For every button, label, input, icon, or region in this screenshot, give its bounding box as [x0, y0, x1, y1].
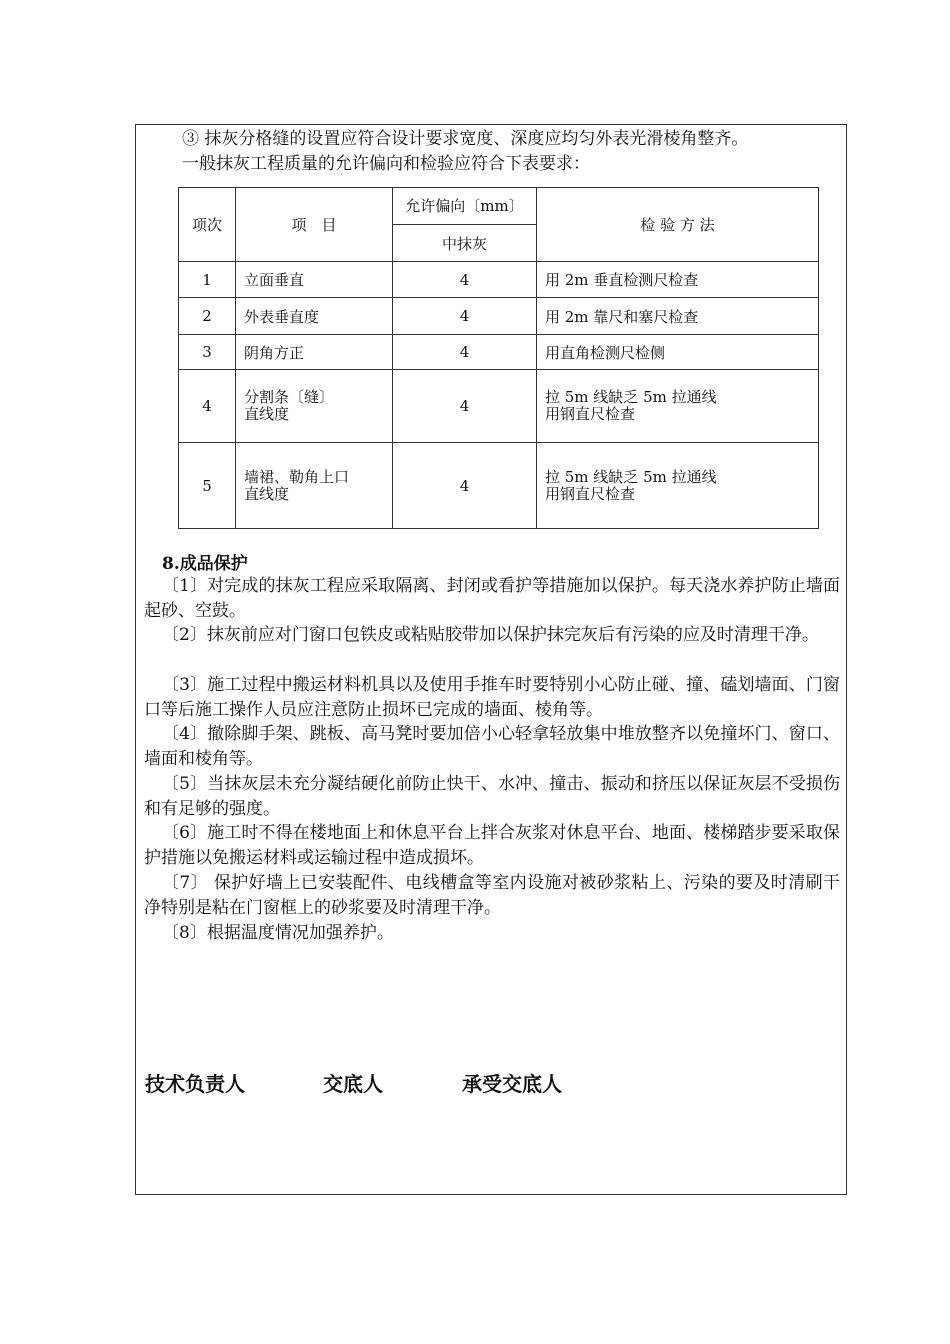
row-index: 5: [179, 443, 236, 529]
row-value: 4: [393, 262, 537, 298]
row-item-line: 阴角方正: [244, 343, 305, 362]
paragraph-5: 〔5〕当抹灰层未充分凝结硬化前防止快干、水冲、撞击、振动和挤压以保证灰层不受损伤和有足够的强度。: [144, 774, 840, 819]
row-method-line: 用钢直尺检查: [545, 484, 636, 503]
signature-presenter: 交底人: [323, 1072, 383, 1096]
row-item: [236, 335, 393, 370]
table-row: [179, 370, 819, 443]
row-index: 4: [179, 370, 236, 443]
row-method: [537, 335, 819, 370]
section-title: 8.成品保护: [162, 554, 248, 574]
row-method: [537, 443, 819, 529]
row-index: 2: [179, 298, 236, 335]
row-value: 4: [393, 298, 537, 335]
paragraph-6: 〔6〕施工时不得在楼地面上和休息平台上拌合灰浆对休息平台、地面、楼梯踏步要采取保护措施以免搬运材料或运输过程中造成损坏。: [144, 823, 840, 868]
header-method: 检 验 方 法: [537, 188, 819, 262]
row-item: [236, 262, 393, 298]
row-value: 4: [393, 443, 537, 529]
header-tolerance-sub: 中抹灰: [393, 225, 537, 262]
row-method-line: 用 2m 靠尺和塞尺检查: [545, 307, 699, 326]
row-method-line: 用钢直尺检查: [545, 405, 636, 423]
paragraph-2: 〔2〕抹灰前应对门窗口包铁皮或粘贴胶带加以保护抹完灰后有污染的应及时清理干净。: [162, 625, 819, 645]
row-method-line: 用 2m 垂直检测尺检查: [545, 271, 699, 289]
table-row: [179, 262, 819, 298]
intro-line-2: 一般抹灰工程质量的允许偏向和检验应符合下表要求：: [182, 154, 590, 174]
row-item-line: 分割条〔缝〕: [244, 388, 335, 406]
row-index: 1: [179, 262, 236, 298]
row-index: 3: [179, 335, 236, 370]
row-method: [537, 298, 819, 335]
row-method-line: 拉 5m 线缺乏 5m 拉通线: [545, 467, 717, 486]
row-item-line: 直线度: [244, 405, 290, 423]
row-method: [537, 370, 819, 443]
table-row: [179, 443, 819, 529]
signature-receiver: 承受交底人: [462, 1072, 562, 1096]
row-value: 4: [393, 335, 537, 370]
row-method-line: 拉 5m 线缺乏 5m 拉通线: [545, 388, 717, 406]
row-item-line: 立面垂直: [244, 271, 305, 289]
signature-tech-lead: 技术负责人: [145, 1072, 245, 1096]
table-row: [179, 298, 819, 335]
paragraph-3: 〔3〕施工过程中搬运材料机具以及使用手推车时要特别小心防止碰、撞、磕划墙面、门窗口等后施工操作人员应注意防止损坏已完成的墙面、棱角等。: [144, 675, 840, 720]
row-value: 4: [393, 370, 537, 443]
row-item: [236, 370, 393, 443]
paragraph-4: 〔4〕撤除脚手架、跳板、高马凳时要加倍小心轻拿轻放集中堆放整齐以免撞坏门、窗口、墙面和棱角等。: [144, 724, 840, 769]
paragraph-1: 〔1〕对完成的抹灰工程应采取隔离、封闭或看护等措施加以保护。每天浇水养护防止墙面起砂、空鼓。: [144, 576, 840, 621]
quality-tolerance-table: [178, 187, 819, 529]
paragraph-8: 〔8〕根据温度情况加强养护。: [162, 923, 394, 943]
row-item-line: 外表垂直度: [244, 307, 320, 326]
row-item: [236, 443, 393, 529]
row-method: [537, 262, 819, 298]
row-method-line: 用直角检测尺检侧: [545, 343, 666, 362]
header-item: 项 目: [236, 188, 393, 262]
row-item: [236, 298, 393, 335]
table-row: [179, 335, 819, 370]
paragraph-7: 〔7〕 保护好墙上已安装配件、电线槽盒等室内设施对被砂浆粘上、污染的要及时清刷干净特别是粘在门窗框上的砂浆要及时清理干净。: [144, 873, 840, 918]
row-item-line: 墙裙、勒角上口: [244, 467, 350, 486]
intro-line-1: ③ 抹灰分格缝的设置应符合设计要求宽度、深度应均匀外表光滑棱角整齐。: [182, 129, 749, 149]
header-tolerance: 允许偏向〔mm〕: [393, 188, 537, 225]
header-index: 项次: [179, 188, 236, 262]
row-item-line: 直线度: [244, 484, 290, 503]
